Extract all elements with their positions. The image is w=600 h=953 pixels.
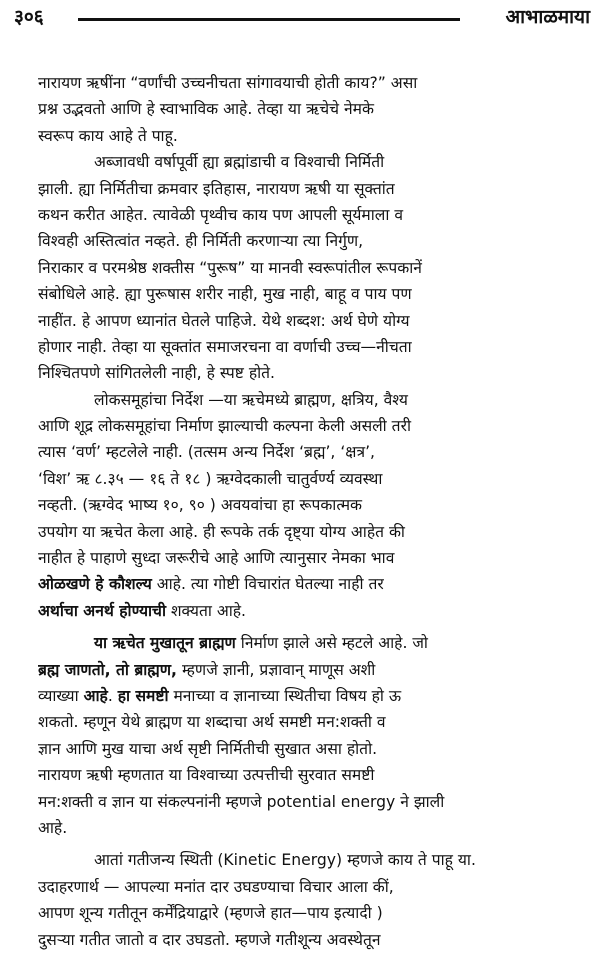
paragraph-1	[38, 70, 586, 149]
body-text	[38, 70, 586, 953]
text-line: शकतो. म्हणून येथे ब्राह्मण या शब्दाचा अर्थ समष्टी मन:शक्ती व	[38, 713, 386, 732]
bold-phrase: ओळखणे हे कौशल्य	[38, 575, 152, 594]
header-rule	[78, 18, 460, 21]
text-line: ‘विश’ ऋ ८.३५ — १६ ते १८ ) ऋग्वेदकाली चातुर्वर्ण्य व्यवस्था	[38, 469, 383, 488]
bold-phrase: या ऋचेत मुखातून ब्राह्मण	[94, 634, 236, 653]
text-line: ज्ञान आणि मुख याचा अर्थ सृष्टी निर्मितीची सुखात असा होतो.	[38, 739, 378, 758]
text-run: मनाच्या व ज्ञानाच्या स्थितीचा विषय हो ऊ	[168, 686, 402, 705]
text-line: झाली. ह्या निर्मितीचा क्रमवार इतिहास, नारायण ऋषी या सूक्तांत	[38, 179, 395, 198]
text-run: निर्माण झाले असे म्हटले आहे. जो	[235, 634, 428, 653]
text-line: आपण शून्य गतीतून कर्मेंद्रियाद्वारे (म्हणजे हात—पाय इत्यादी )	[38, 904, 383, 923]
text-run: शक्यता आहे.	[166, 601, 247, 620]
text-line: मन:शक्ती व ज्ञान या संकल्पनांनी म्हणजे potential energy ने झाली	[38, 792, 445, 811]
text-run: व्याख्या	[38, 686, 84, 705]
text-line: निराकार व परमश्रेष्ठ शक्तीस “पुरूष” या मानवी स्वरूपांतील रूपकानें	[38, 258, 422, 277]
text-line	[38, 571, 586, 597]
text-line: नारायण ऋषींना “वर्णांची उच्चनीचता सांगावयाची होती काय?” असा	[38, 74, 418, 92]
text-line: उदाहरणार्थ — आपल्या मनांत दार उघडण्याचा विचार आला कीं,	[38, 877, 394, 896]
paragraph-3	[38, 387, 586, 625]
paragraph-4	[38, 630, 586, 841]
text-line: नाहींत. हे आपण ध्यानांत घेतले पाहिजे. येथे शब्दश: अर्थ घेणे योग्य	[38, 311, 410, 330]
text-line: उपयोग या ऋचेत केला आहे. ही रूपके तर्क दृष्ट्या योग्य आहेत की	[38, 522, 405, 541]
paragraph-2	[38, 149, 586, 387]
text-line: संबोधिले आहे. ह्या पुरूषास शरीर नाही, मुख नाही, बाहू व पाय पण	[38, 285, 412, 304]
text-line: विश्वही अस्तित्वांत नव्हते. ही निर्मिती करणाऱ्या त्या निर्गुण,	[38, 232, 364, 251]
bold-phrase: ब्रह्म जाणतो, तो ब्राह्मण,	[38, 660, 177, 679]
text-line: नाहीत हे पाहाणे सुध्दा जरूरीचे आहे आणि त्यानुसार नेमका भाव	[38, 549, 395, 568]
text-line	[38, 657, 586, 683]
text-run: आहे. त्या गोष्टी विचारांत घेतल्या नाही तर	[151, 575, 384, 594]
text-line: आतां गतीजन्य स्थिती (Kinetic Energy) म्हणजे काय ते पाहू या.	[94, 851, 476, 870]
text-line: नव्हती. (ऋग्वेद भाष्य १०, ९० ) अवयवांचा हा रूपकात्मक	[38, 496, 363, 515]
text-line	[38, 630, 586, 656]
page-number: ३०६	[14, 6, 44, 28]
text-line: लोकसमूहांचा निर्देश —या ऋचेमध्ये ब्राह्मण, क्षत्रिय, वैश्य	[94, 390, 408, 409]
bold-phrase: अर्थाचा अनर्थ होण्याची	[38, 601, 166, 620]
text-line: होणार नाही. तेव्हा या सूक्तांत समाजरचना वा वर्णाची उच्च—नीचता	[38, 337, 412, 356]
text-run: म्हणजे ज्ञानी, प्रज्ञावान् माणूस अशी	[176, 660, 376, 679]
text-line: अब्जावधी वर्षापूर्वी ह्या ब्रह्मांडाची व विश्वाची निर्मिती	[94, 153, 385, 172]
text-run: .	[107, 686, 118, 705]
bold-phrase: आहे	[83, 686, 108, 705]
text-line	[38, 598, 586, 624]
paragraph-5	[38, 847, 586, 953]
text-line: प्रश्न उद्भवतो आणि हे स्वाभाविक आहे. तेव्हा या ऋचेचे नेमके	[38, 100, 374, 119]
text-line: कथन करीत आहेत. त्यावेळी पृथ्वीच काय पण आपली सूर्यमाला व	[38, 205, 404, 224]
text-line: दुसऱ्या गतीत जातो व दार उघडतो. म्हणजे गतीशून्य अवस्थेतून	[38, 930, 381, 949]
text-line	[38, 683, 586, 709]
bold-phrase: हा समष्टी	[117, 686, 169, 705]
running-title: आभाळमाया	[505, 6, 590, 28]
text-line: स्वरूप काय आहे ते पाहू.	[38, 126, 178, 145]
page-header	[14, 4, 590, 28]
text-line: आणि शूद्र लोकसमूहांचा निर्माण झाल्याची कल्पना केली असली तरी	[38, 417, 411, 436]
text-line: आहे.	[38, 818, 68, 837]
text-line: त्यास ‘वर्ण’ म्हटलेले नाही. (तत्सम अन्य निर्देश ‘ब्रह्म’, ‘क्षत्र’,	[38, 443, 375, 462]
text-line: निश्चितपणे सांगितलेली नाही, हे स्पष्ट होते.	[38, 364, 275, 383]
text-line: नारायण ऋषी म्हणतात या विश्वाच्या उत्पत्तीची सुरवात समष्टी	[38, 766, 375, 785]
